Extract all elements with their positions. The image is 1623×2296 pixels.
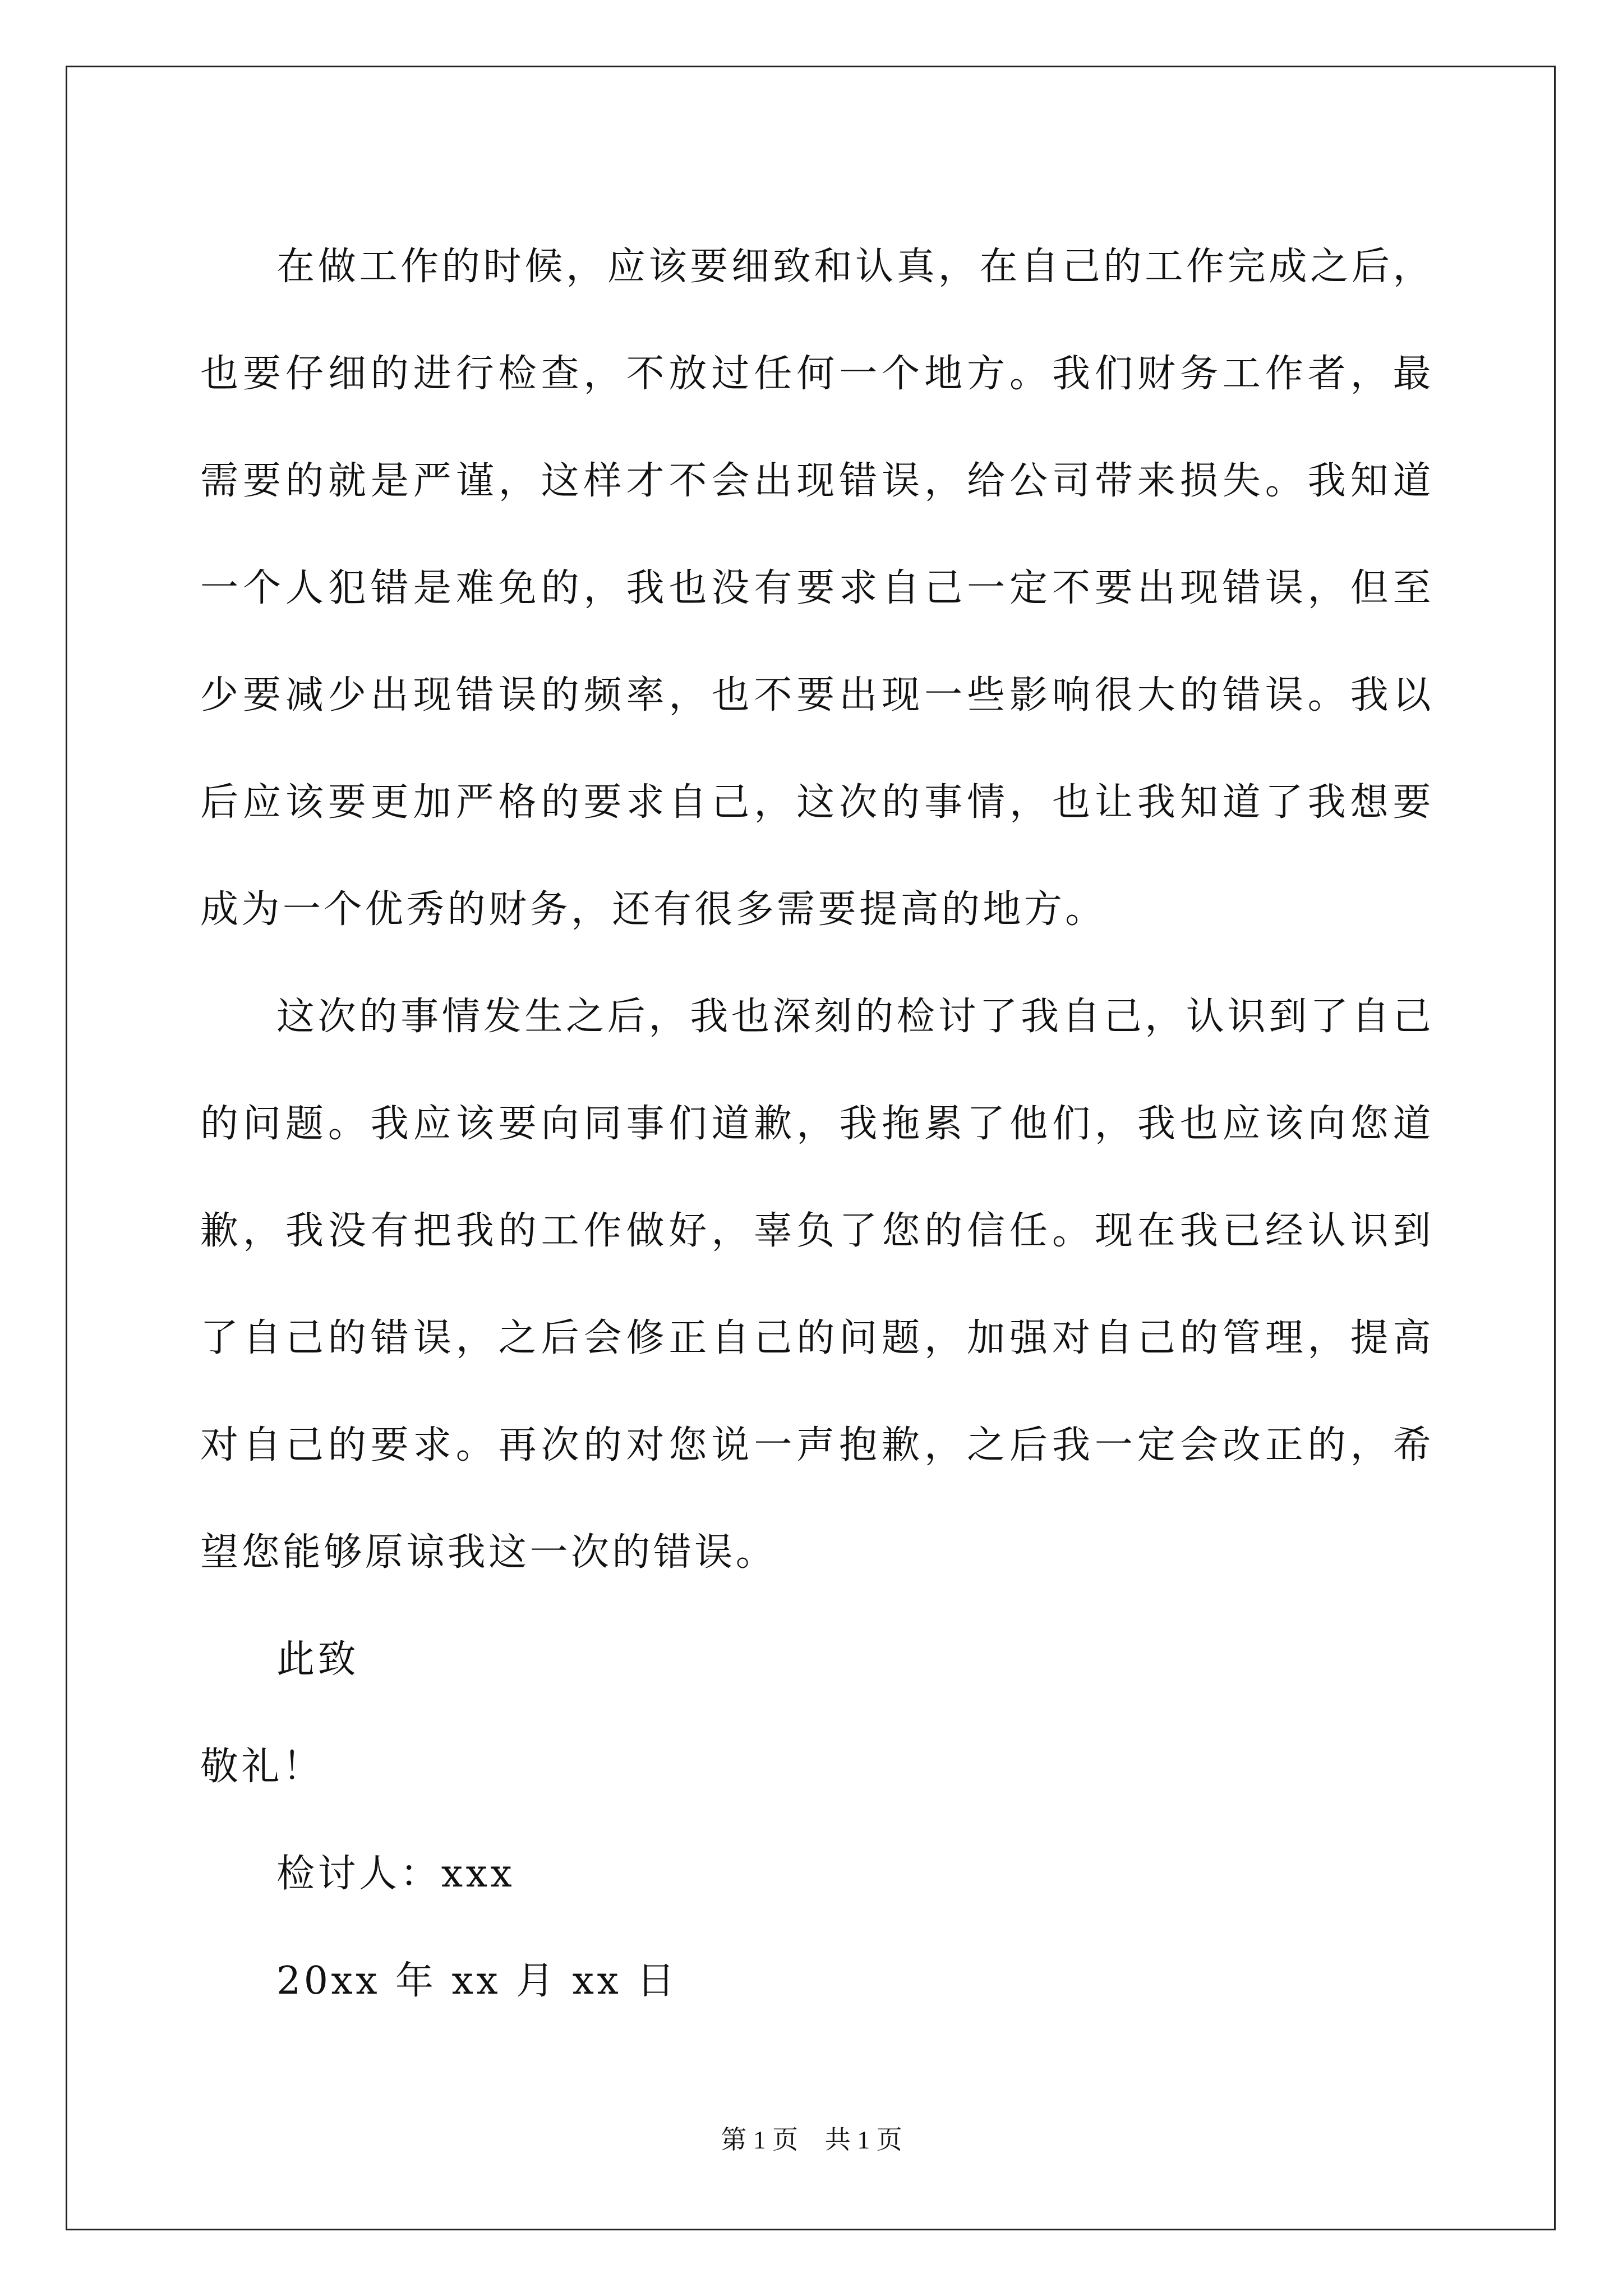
date: 20xx 年 xx 月 xx 日 <box>276 1959 678 2003</box>
document-body <box>200 213 1434 2035</box>
signature: 检讨人：xxx <box>276 1852 515 1896</box>
closing: 此致 <box>276 1637 359 1682</box>
page-number-current: 第 1 页 <box>721 2125 799 2154</box>
page-footer <box>0 2119 1623 2156</box>
page-number-total: 共 1 页 <box>824 2125 902 2154</box>
salutation: 敬礼！ <box>200 1745 324 1789</box>
paragraph-1: 在做工作的时候，应该要细致和认真，在自己的工作完成之后，也要仔细的进行检查，不放过任何一个地方。我们财务工作者，最需要的就是严谨，这样才不会出现错误，给公司带来损失。我知道一个人犯错是难免的，我也没有要求自己一定不要出现错误，但至少要减少出现错误的频率，也不要出现一些影响很大的错误。我以后应该要更加严格的要求自己，这次的事情，也让我知道了我想要成为一个优秀的财务，还有很多需要提高的地方。 <box>200 245 1434 932</box>
paragraph-2: 这次的事情发生之后，我也深刻的检讨了我自己，认识到了自己的问题。我应该要向同事们道歉，我拖累了他们，我也应该向您道歉，我没有把我的工作做好，辜负了您的信任。现在我已经认识到了自己的错误，之后会修正自己的问题，加强对自己的管理，提高对自己的要求。再次的对您说一声抱歉，之后我一定会改正的，希望您能够原谅我这一次的错误。 <box>200 995 1434 1575</box>
